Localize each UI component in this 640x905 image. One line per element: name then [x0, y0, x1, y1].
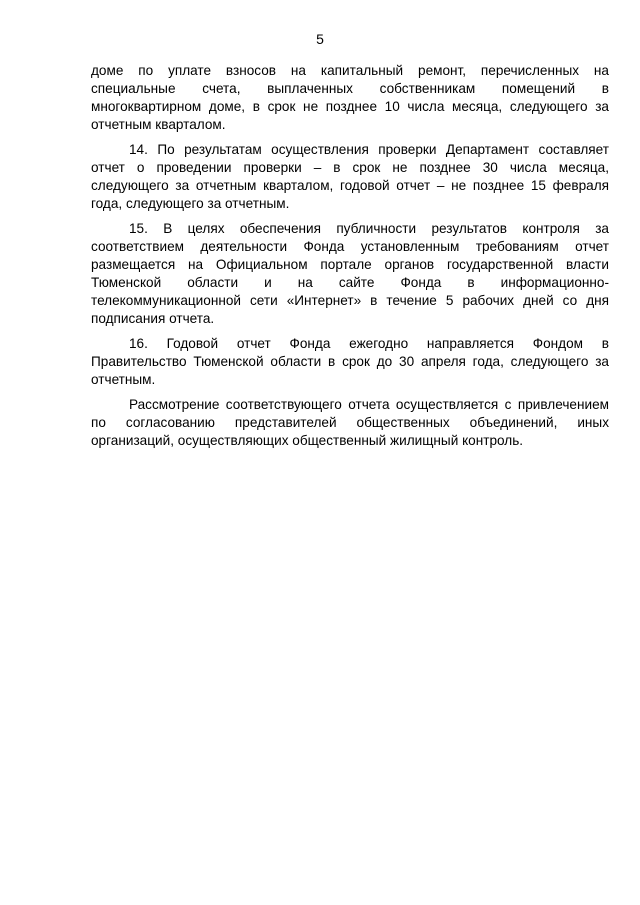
text-line: 16. Годовой отчет Фонда ежегодно направляется Фондом в	[129, 336, 609, 351]
text-line: отчетным.	[91, 372, 156, 387]
paragraph-review	[91, 396, 609, 450]
text-line: Рассмотрение соответствующего отчета осуществляется с привлечением	[129, 397, 609, 412]
paragraph-item-14	[91, 141, 609, 213]
text-line: следующего за отчетным кварталом, годовой отчет – не позднее 15 февраля	[91, 178, 609, 193]
text-line: доме по уплате взносов на капитальный ремонт, перечисленных на	[91, 63, 609, 78]
text-line: телекоммуникационной сети «Интернет» в течение 5 рабочих дней со дня	[91, 293, 609, 308]
text-line: размещается на Официальном портале органов государственной власти	[91, 257, 609, 272]
text-line: отчет о проведении проверки – в срок не позднее 30 числа месяца,	[91, 160, 609, 175]
document-body	[91, 62, 609, 457]
paragraph-item-16	[91, 335, 609, 389]
paragraph-item-15	[91, 220, 609, 328]
page-number: 5	[316, 31, 324, 47]
text-line: года, следующего за отчетным.	[91, 196, 290, 211]
text-line: специальные счета, выплаченных собственникам помещений в	[91, 81, 609, 96]
text-line: Тюменской области и на сайте Фонда в информационно-	[91, 275, 609, 290]
text-line: 14. По результатам осуществления проверки Департамент составляет	[129, 142, 609, 157]
text-line: отчетным кварталом.	[91, 117, 226, 132]
text-line: Правительство Тюменской области в срок до 30 апреля года, следующего за	[91, 354, 609, 369]
text-line: подписания отчета.	[91, 311, 215, 326]
text-line: 15. В целях обеспечения публичности результатов контроля за	[129, 221, 609, 236]
text-line: соответствием деятельности Фонда установленным требованиям отчет	[91, 239, 609, 254]
paragraph-contributions-fragment	[91, 62, 609, 134]
text-line: многоквартирном доме, в срок не позднее 10 числа месяца, следующего за	[91, 99, 609, 114]
text-line: организаций, осуществляющих общественный жилищный контроль.	[91, 433, 524, 448]
text-line: по согласованию представителей общественных объединений, иных	[91, 415, 609, 430]
